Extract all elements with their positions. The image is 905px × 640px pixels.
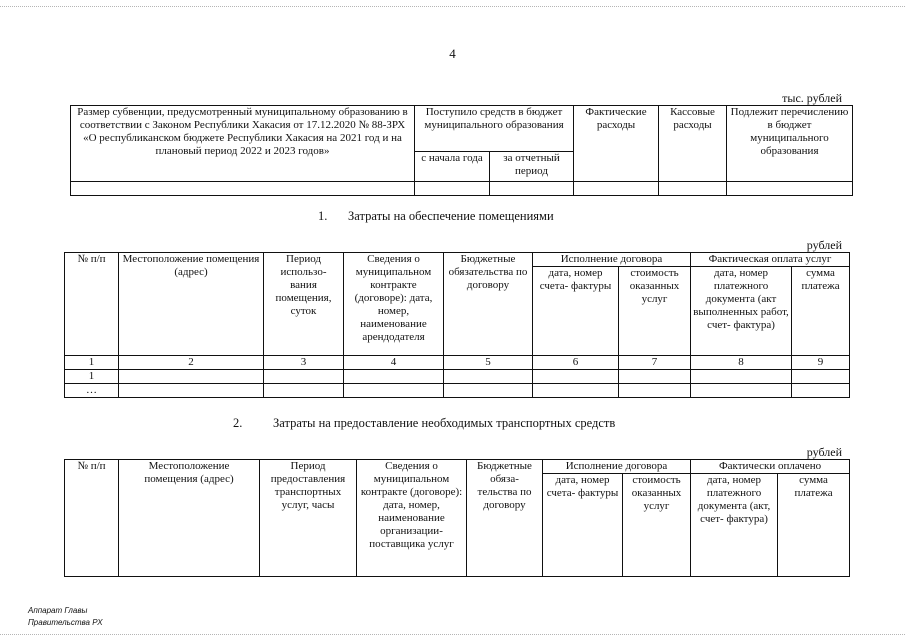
col-contract-header: Сведения о муниципальном контракте (договоре): дата, номер, наименование организации- поставщика услуг — [357, 460, 467, 577]
col-contract-header: Сведения о муниципальном контракте (договоре): дата, номер, наименование арендодателя — [344, 253, 444, 356]
index-cell: 6 — [533, 356, 619, 370]
col-execution-header: Исполнение договора — [543, 460, 691, 474]
subsidy-table — [70, 105, 853, 196]
col-sum-header: сумма платежа — [792, 267, 850, 356]
table-cell — [71, 182, 415, 196]
index-cell: 1 — [65, 356, 119, 370]
table-cell — [264, 384, 344, 398]
index-cell: 8 — [691, 356, 792, 370]
col-number-header: № п/п — [65, 253, 119, 356]
index-cell: 3 — [264, 356, 344, 370]
table-cell — [264, 370, 344, 384]
col-transfer-header: Подлежит перечислению в бюджет муниципального образования — [727, 106, 853, 182]
col-sum-header: сумма платежа — [778, 474, 850, 577]
col-cost-header: стоимость оказанных услуг — [619, 267, 691, 356]
table-cell — [792, 384, 850, 398]
table-cell — [574, 182, 659, 196]
premises-table — [64, 252, 850, 398]
col-period-header: за отчетный период — [490, 152, 574, 182]
col-budget-header: Бюджетные обяза- тельства по договору — [467, 460, 543, 577]
col-document-header: дата, номер платежного документа (акт, счет- фактура) — [691, 474, 778, 577]
table-cell — [533, 384, 619, 398]
units-label: рублей — [806, 238, 842, 252]
col-document-header: дата, номер платежного документа (акт выполненных работ, счет- фактура) — [691, 267, 792, 356]
scan-artifact-top — [0, 6, 905, 7]
col-period-header: Период предоставления транспортных услуг, часы — [260, 460, 357, 577]
index-cell: 9 — [792, 356, 850, 370]
table-cell — [490, 182, 574, 196]
scan-artifact-bottom — [0, 634, 905, 635]
row-number-cell: 1 — [65, 370, 119, 384]
table-cell — [691, 370, 792, 384]
col-subsidy-header: Размер субвенции, предусмотренный муниципальному образованию в соответствии с Законом Республики Хакасия от 17.12.2020 № 88-ЗРХ «О республиканском бюджете Республики Хакасия на 2021 год и на плановый период 2022 и 2023 годов» — [71, 106, 415, 182]
table-cell — [444, 370, 533, 384]
col-received-header: Поступило средств в бюджет муниципального образования — [415, 106, 574, 152]
col-number-header: № п/п — [65, 460, 119, 577]
col-location-header: Местоположение помещения (адрес) — [119, 253, 264, 356]
page-number: 4 — [449, 46, 456, 61]
table-cell — [119, 384, 264, 398]
col-from-start-header: с начала года — [415, 152, 490, 182]
col-payment-header: Фактическая оплата услуг — [691, 253, 850, 267]
table-cell — [344, 370, 444, 384]
units-label: рублей — [806, 445, 842, 459]
table-cell — [344, 384, 444, 398]
col-payment-header: Фактически оплачено — [691, 460, 850, 474]
units-label: тыс. рублей — [782, 91, 842, 105]
transport-table — [64, 459, 850, 577]
table-cell — [415, 182, 490, 196]
col-invoice-header: дата, номер счета- фактуры — [543, 474, 623, 577]
col-location-header: Местоположение помещения (адрес) — [119, 460, 260, 577]
table-cell — [533, 370, 619, 384]
index-cell: 7 — [619, 356, 691, 370]
table-cell — [619, 384, 691, 398]
col-cost-header: стоимость оказанных услуг — [623, 474, 691, 577]
col-actual-header: Фактические расходы — [574, 106, 659, 182]
index-cell: 4 — [344, 356, 444, 370]
table-cell — [659, 182, 727, 196]
section1-heading — [0, 209, 905, 227]
section-number: 1. — [318, 209, 328, 223]
table-cell — [619, 370, 691, 384]
stamp-line-1: Аппарат Главы — [28, 606, 88, 615]
table-cell — [691, 384, 792, 398]
section2-heading — [0, 416, 905, 434]
section-title: Затраты на обеспечение помещениями — [348, 209, 554, 223]
index-cell: 2 — [119, 356, 264, 370]
table-cell — [444, 384, 533, 398]
stamp-line-2: Правительства РХ — [28, 618, 103, 627]
table-cell — [727, 182, 853, 196]
col-execution-header: Исполнение договора — [533, 253, 691, 267]
col-invoice-header: дата, номер счета- фактуры — [533, 267, 619, 356]
table-cell — [792, 370, 850, 384]
section-title: Затраты на предоставление необходимых транспортных средств — [273, 416, 616, 430]
table-cell — [119, 370, 264, 384]
col-cash-header: Кассовые расходы — [659, 106, 727, 182]
col-period-header: Период использо- вания помещения, суток — [264, 253, 344, 356]
row-number-cell: … — [65, 384, 119, 398]
index-cell: 5 — [444, 356, 533, 370]
col-budget-header: Бюджетные обязательства по договору — [444, 253, 533, 356]
section-number: 2. — [233, 416, 243, 430]
